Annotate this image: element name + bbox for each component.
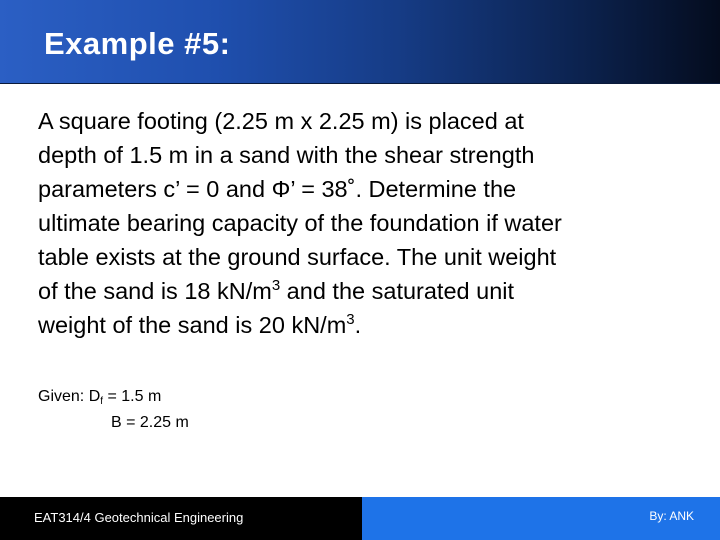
slide-title: Example #5: — [44, 26, 231, 61]
unit-weight-text-cont: and the saturated unit — [280, 278, 515, 304]
footer-author: By: ANK — [649, 509, 694, 523]
problem-line: depth of 1.5 m in a sand with the shear strength — [38, 142, 535, 168]
given-label: Given: D — [38, 388, 101, 405]
df-subscript: f — [100, 396, 104, 407]
given-depth-row — [38, 384, 189, 410]
problem-line — [38, 274, 698, 308]
given-width-row: B = 2.25 m — [111, 414, 189, 431]
problem-line: table exists at the ground surface. The unit weight — [38, 244, 557, 270]
cubic-superscript: 3 — [271, 277, 281, 294]
saturated-weight-text: weight of the sand is 20 kN/m — [38, 312, 347, 338]
df-value: = 1.5 m — [103, 388, 162, 405]
problem-line: A square footing (2.25 m x 2.25 m) is placed at — [38, 108, 524, 134]
footer-course-bar — [0, 497, 362, 540]
footer-author-bar — [362, 497, 720, 540]
cubic-superscript: 3 — [346, 311, 355, 328]
given-section — [38, 384, 189, 436]
sentence-end: . — [354, 312, 362, 338]
problem-statement — [38, 104, 698, 342]
problem-line — [38, 308, 698, 342]
footer-course: EAT314/4 Geotechnical Engineering — [34, 510, 244, 525]
problem-line: ultimate bearing capacity of the foundation if water — [38, 210, 562, 236]
unit-weight-text: of the sand is 18 kN/m — [38, 278, 272, 304]
problem-line: parameters c’ = 0 and Φ’ = 38˚. Determine the — [38, 176, 517, 202]
title-bar — [0, 0, 720, 84]
